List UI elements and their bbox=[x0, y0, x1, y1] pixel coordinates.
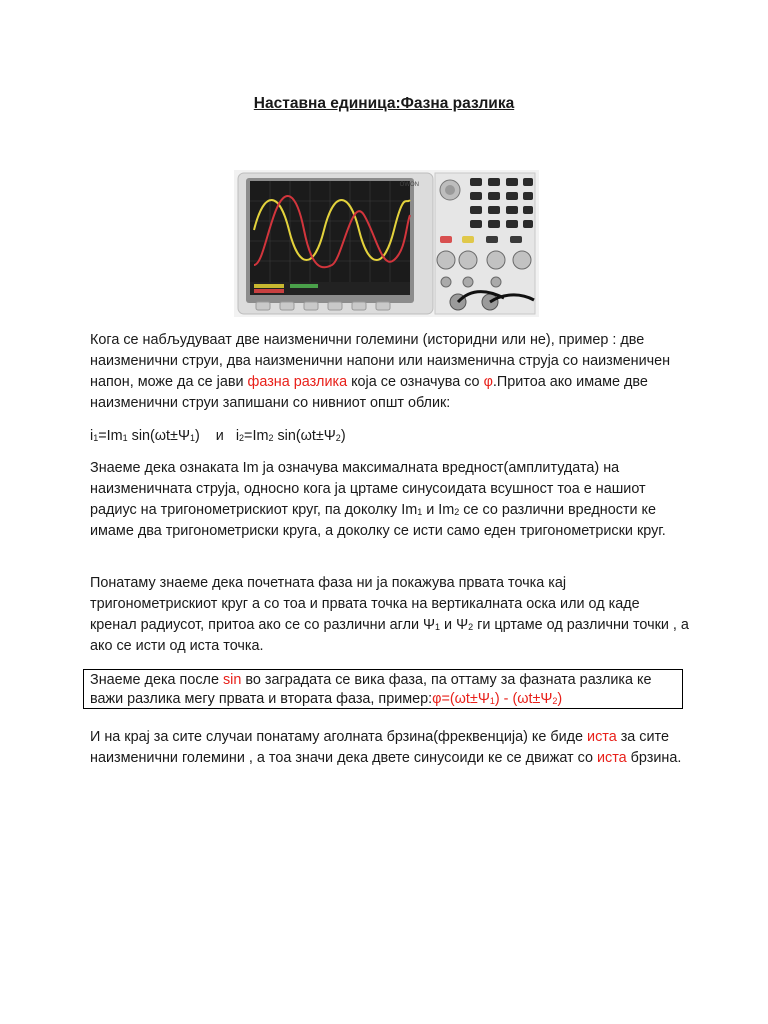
sin-term: sin bbox=[222, 672, 242, 688]
brand-label: OWON bbox=[399, 182, 419, 188]
page-title: Наставна единица:Фазна разлика bbox=[253, 95, 515, 112]
same-term-1: иста bbox=[587, 729, 617, 745]
current-formulas: $i_1=Im_1$ $\sin(\omega t\pm\Psi_1)$ и $i_2=Im_2$ $\sin(\omega t\pm\Psi_2)$ bbox=[90, 428, 346, 444]
paragraph-intro: Кога се набљудуваат две наизменични големини (историдни или не), пример : две наизменични струи, два наизменични напони или наизменична струја со наизменичен напон, може да се јави фазна разлика која се означува со φ.Притоа ако имаме две наизменични струи запишани со нивниот општ облик: bbox=[90, 332, 671, 411]
oscilloscope-image bbox=[234, 170, 539, 317]
paragraph-initial-phase: Понатаму знаеме дека почетната фаза ни ја покажува првата точка кај тригонометрискиот круг а со тоа и првата точка на вертикалната оска или од каде кренал радиусот, притоа ако се со различни агли $\Psi_1$ и $\Psi_2$ ги цртаме од различни точки , а ако се исти од иста точка. bbox=[90, 575, 689, 654]
phase-difference-formula: $\varphi=(\omega t\pm\Psi_1) - (\omega t\pm\Psi_2)$ bbox=[432, 691, 563, 707]
phase-difference-term: фазна разлика bbox=[247, 374, 348, 390]
paragraph-amplitude: Знаеме дека ознаката Im ја означува максималната вредност(амплитудата) на наизменичната струја, односно кога ја цртаме синусоидата всушност тоа е нашиот радиус на тригонометрискиот круг, па доколку $Im_1$ и $Im_2$ се со различни вредности ке имаме два тригонометриски круга, а доколку се исти само еден тригонометриски круг. bbox=[90, 460, 666, 539]
same-term-2: иста bbox=[596, 750, 627, 766]
phase-difference-box: Знаеме дека после sin во заградата се вика фаза, па оттаму за фазната разлика ке важи разлика мегу првата и втората фаза, $пример:\varphi=(\omega t\pm\Psi_1) - (\omega t\pm\Psi_2)$ bbox=[83, 669, 683, 709]
paragraph-conclusion: И на крај за сите случаи понатаму аголната брзина(фреквенција) ке биде иста за сите наизменични големини , а тоа значи дека двете синусоиди ке се движат со иста брзина. bbox=[90, 729, 682, 766]
phi-symbol: φ bbox=[483, 374, 493, 390]
